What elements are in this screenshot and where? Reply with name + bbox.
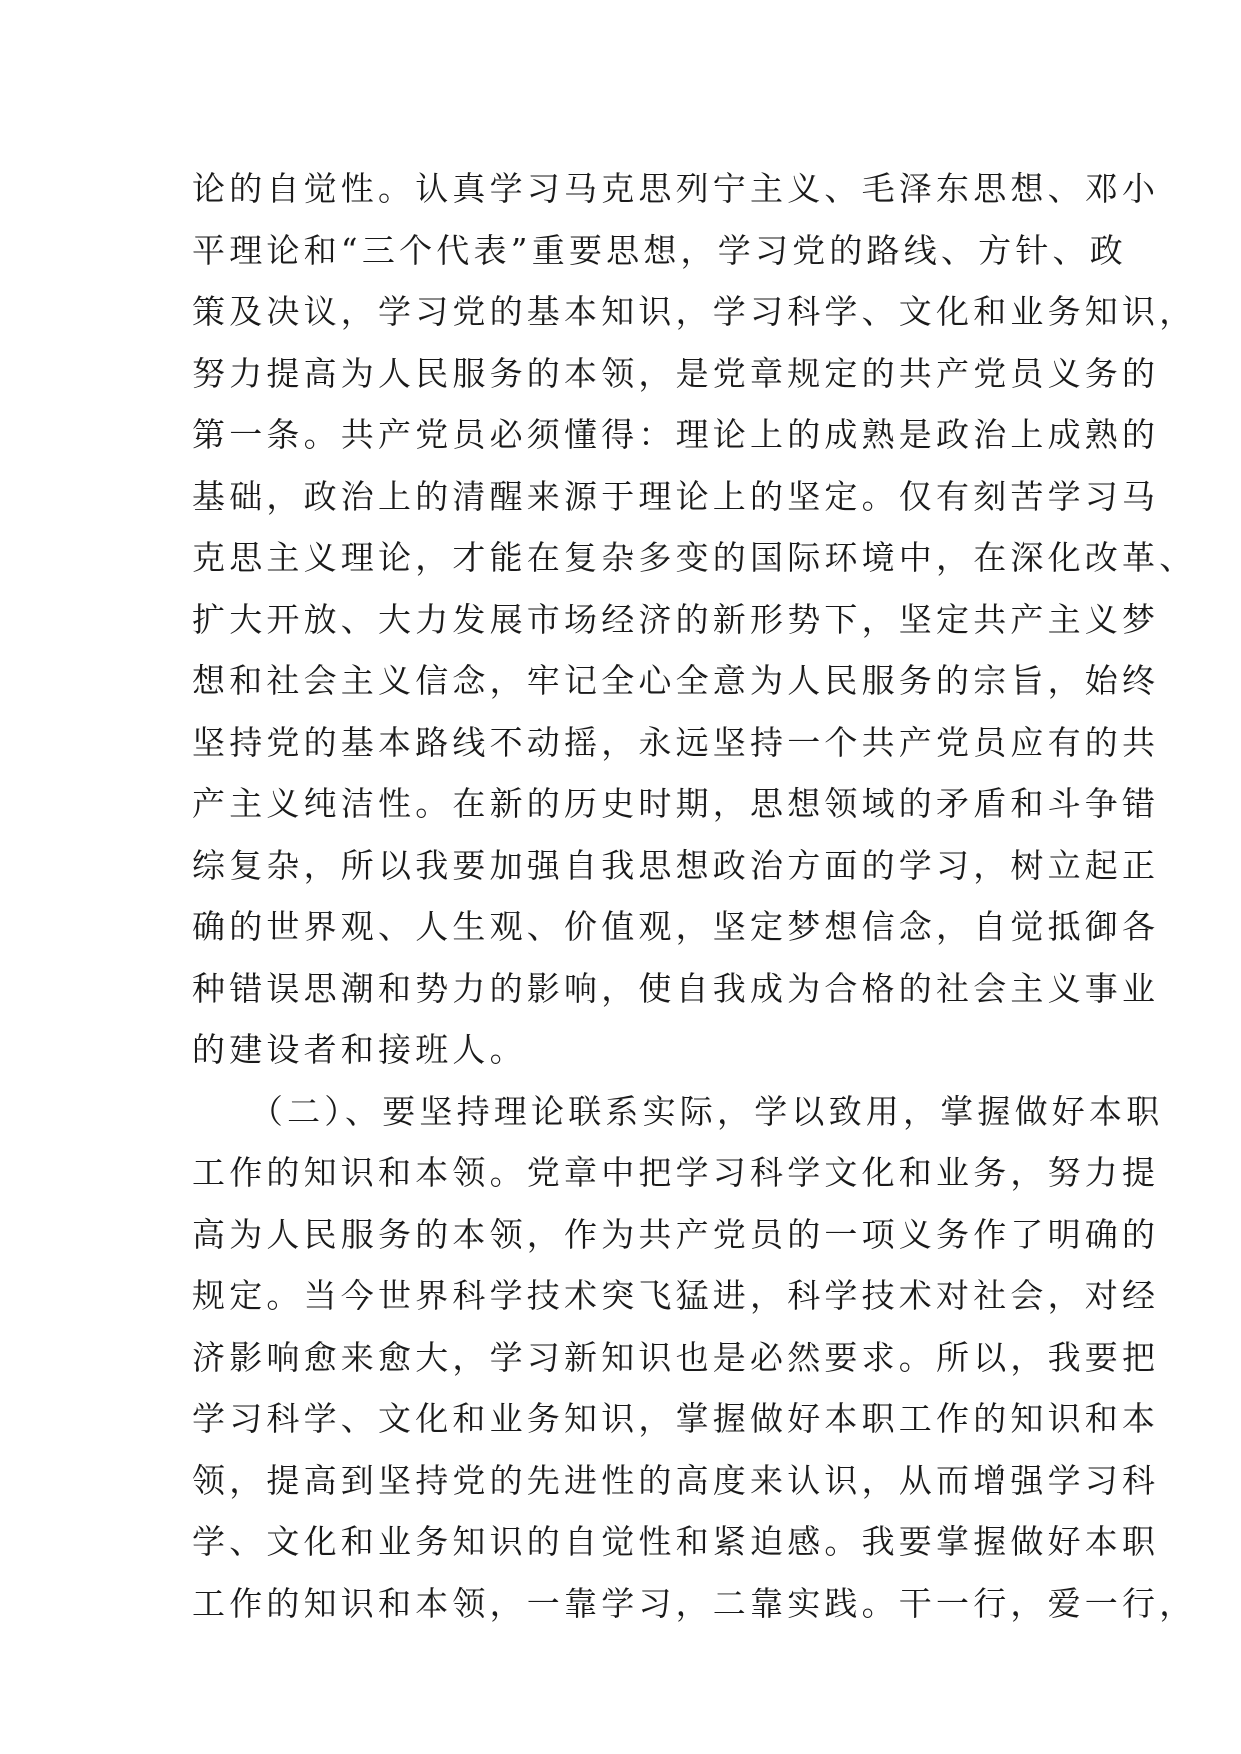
- text-line: 努力提高为人民服务的本领，是党章规定的共产党员义务的: [192, 353, 1160, 393]
- text-line: 高为人民服务的本领，作为共产党员的一项义务作了明确的: [192, 1214, 1160, 1254]
- body-text: [192, 158, 1197, 1634]
- text-line: 规定。当今世界科学技术突飞猛进，科学技术对社会，对经: [192, 1276, 1160, 1315]
- text-line: 平理论和“三个代表”重要思想，学习党的路线、方针、政: [192, 230, 1127, 270]
- text-line: 产主义纯洁性。在新的历史时期，思想领域的矛盾和斗争错: [192, 784, 1160, 823]
- text-line: 想和社会主义信念，牢记全心全意为人民服务的宗旨，始终: [192, 661, 1160, 700]
- text-line: 确的世界观、人生观、价值观，坚定梦想信念，自觉抵御各: [192, 907, 1160, 946]
- text-line: 策及决议，学习党的基本知识，学习科学、文化和业务知识，: [192, 292, 1197, 331]
- text-line: 学习科学、文化和业务知识，掌握做好本职工作的知识和本: [192, 1399, 1160, 1438]
- text-line: 领，提高到坚持党的先进性的高度来认识，从而增强学习科: [192, 1460, 1160, 1500]
- text-line: 济影响愈来愈大，学习新知识也是必然要求。所以，我要把: [192, 1337, 1160, 1377]
- text-line: 第一条。共产党员必须懂得：理论上的成熟是政治上成熟的: [192, 415, 1160, 454]
- text-line: 基础，政治上的清醒来源于理论上的坚定。仅有刻苦学习马: [192, 476, 1160, 516]
- text-line: 学、文化和业务知识的自觉性和紧迫感。我要掌握做好本职: [192, 1522, 1160, 1561]
- text-line: 种错误思潮和势力的影响，使自我成为合格的社会主义事业: [192, 968, 1160, 1008]
- text-line: 的建设者和接班人。: [192, 1030, 527, 1069]
- text-line: 论的自觉性。认真学习马克思列宁主义、毛泽东思想、邓小: [192, 169, 1160, 208]
- text-line: 克思主义理论，才能在复杂多变的国际环境中，在深化改革、: [192, 538, 1197, 577]
- text-line: 综复杂，所以我要加强自我思想政治方面的学习，树立起正: [192, 845, 1160, 885]
- text-line: 扩大开放、大力发展市场经济的新形势下，坚定共产主义梦: [192, 599, 1160, 639]
- text-line: 坚持党的基本路线不动摇，永远坚持一个共产党员应有的共: [192, 722, 1160, 762]
- paragraph-start-line: （二）、要坚持理论联系实际，学以致用，掌握做好本职: [192, 1091, 1164, 1131]
- text-line: 工作的知识和本领。党章中把学习科学文化和业务，努力提: [192, 1153, 1160, 1192]
- text-line: 工作的知识和本领，一靠学习，二靠实践。干一行，爱一行，: [192, 1583, 1197, 1623]
